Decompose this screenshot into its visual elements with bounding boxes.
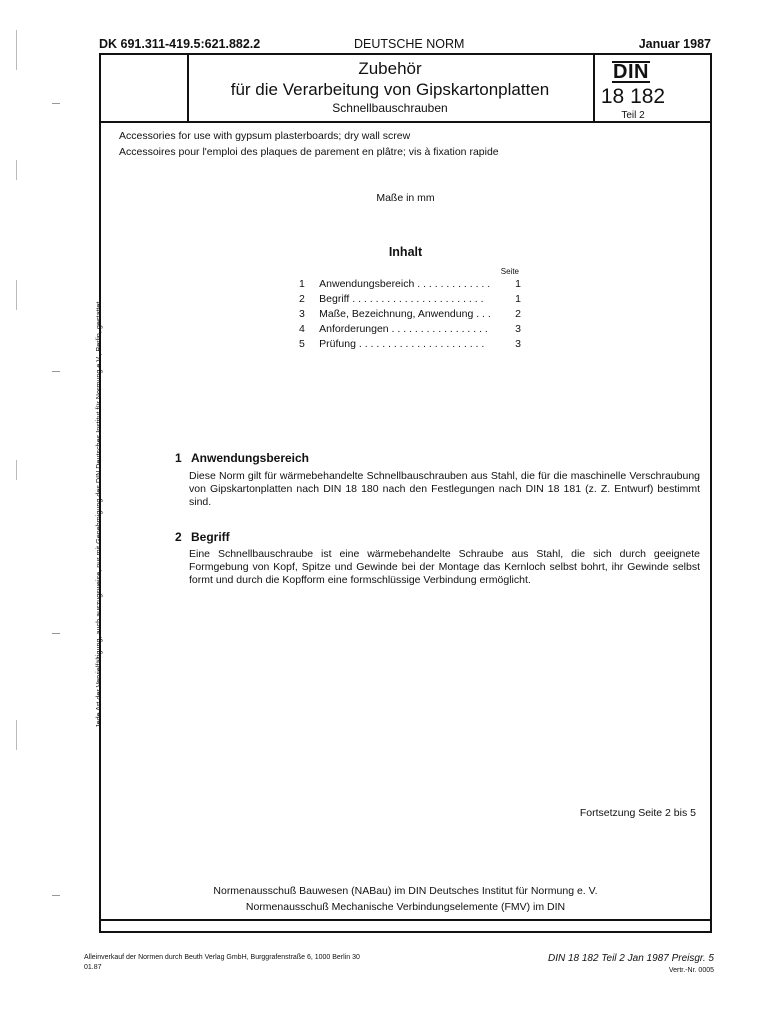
footer-edition: 01.87: [84, 964, 102, 971]
margin-tick: [16, 160, 17, 180]
toc-item-title: Maße, Bezeichnung, Anwendung . . .: [319, 308, 491, 320]
toc-item-title: Anwendungsbereich . . . . . . . . . . . . .: [319, 278, 491, 290]
toc-item-number: 4: [299, 323, 305, 335]
section-text: Eine Schnellbauschraube ist eine wärmebehandelte Schraube aus Stahl, die sich durch geeignete Formgebung von Kopf, Spitze und Gewinde bei der Montage das Kernloch selbst bohrt, ihr Gewinde selbst formt und durch die Kopfform eine formschlüssige Verbindung ermöglicht.: [189, 548, 700, 586]
footer-document-ref: DIN 18 182 Teil 2 Jan 1987 Preisgr. 5: [547, 953, 714, 964]
toc-item-title: Anforderungen . . . . . . . . . . . . . . . . .: [319, 323, 488, 335]
toc-page-column-label: Seite: [500, 267, 519, 276]
section-title: Begriff: [191, 530, 230, 544]
toc-item-title: Begriff . . . . . . . . . . . . . . . . . . . . . . .: [319, 293, 484, 305]
margin-tick: [16, 720, 17, 750]
section-title: Anwendungsbereich: [191, 451, 310, 465]
title-line-3: Schnellbauschrauben: [332, 101, 448, 115]
section-heading: [175, 451, 309, 465]
title-line-2: für die Verarbeitung von Gipskartonplatten: [230, 80, 550, 99]
copyright-side-note: Jede Art der Vervielfältigung, auch auszugsweise, nur mit Genehmigung des DIN Deutsches Institut für Normung e.V., Berlin, gestattet.: [94, 299, 103, 728]
title-line-1: Zubehör: [358, 59, 422, 78]
toc-item-title: Prüfung . . . . . . . . . . . . . . . . . . . . . .: [319, 338, 485, 350]
footer-distribution-number: Vertr.-Nr. 0005: [668, 967, 714, 974]
margin-tick: [16, 460, 17, 480]
toc-row: [299, 293, 521, 308]
margin-mark: [52, 895, 60, 896]
subtitle-french: Accessoires pour l'emploi des plaques de parement en plâtre; vis à fixation rapide: [119, 146, 499, 158]
margin-tick: [16, 280, 17, 310]
committee-line-1: Normenausschuß Bauwesen (NABau) im DIN Deutsches Institut für Normung e. V.: [213, 885, 598, 897]
toc-row: [299, 338, 521, 353]
subtitle-english: Accessories for use with gypsum plasterboards; dry wall screw: [119, 130, 411, 142]
continuation-note: Fortsetzung Seite 2 bis 5: [579, 807, 696, 819]
margin-tick: [16, 30, 17, 70]
section-number: 2: [175, 530, 182, 544]
footer-publisher-line: Alleinverkauf der Normen durch Beuth Verlag GmbH, Burggrafenstraße 6, 1000 Berlin 30: [84, 954, 360, 961]
table-of-contents: [299, 278, 521, 353]
dimensions-note: Maße in mm: [376, 192, 435, 204]
toc-item-number: 3: [299, 308, 305, 320]
din-logo: [609, 61, 653, 83]
toc-item-number: 2: [299, 293, 305, 305]
toc-row: [299, 278, 521, 293]
section-heading: [175, 530, 230, 544]
dk-classification: DK 691.311-419.5:621.882.2: [99, 37, 261, 51]
toc-item-page: 1: [515, 278, 521, 290]
toc-item-page: 1: [515, 293, 521, 305]
section-number: 1: [175, 451, 182, 465]
din-wordmark: DIN: [613, 61, 649, 83]
toc-item-page: 3: [515, 338, 521, 350]
toc-row: [299, 308, 521, 323]
footer-publisher: [84, 954, 360, 971]
toc-item-page: 3: [515, 323, 521, 335]
header-bottom-rule: [101, 121, 710, 123]
document-type: DEUTSCHE NORM: [354, 37, 465, 51]
toc-item-number: 5: [299, 338, 305, 350]
issue-date: Januar 1987: [638, 37, 711, 51]
committee-line-2: Normenausschuß Mechanische Verbindungselemente (FMV) im DIN: [245, 901, 566, 913]
din-number: 18 182: [600, 85, 666, 108]
footer-rule: [101, 919, 710, 921]
toc-item-page: 2: [515, 308, 521, 320]
page-frame: [99, 53, 712, 933]
din-part: Teil 2: [621, 110, 645, 121]
section-text: Diese Norm gilt für wärmebehandelte Schnellbauschrauben aus Stahl, die für die maschinelle Verschraubung von Gipskartonplatten nach DIN 18 180 nach den Festlegungen nach DIN 18 181 (z. Z. Entwurf) bestimmt sind.: [189, 470, 700, 508]
toc-heading: Inhalt: [388, 245, 423, 259]
toc-item-number: 1: [299, 278, 305, 290]
margin-mark: [52, 103, 60, 104]
margin-mark: [52, 371, 60, 372]
margin-mark: [52, 633, 60, 634]
toc-row: [299, 323, 521, 338]
